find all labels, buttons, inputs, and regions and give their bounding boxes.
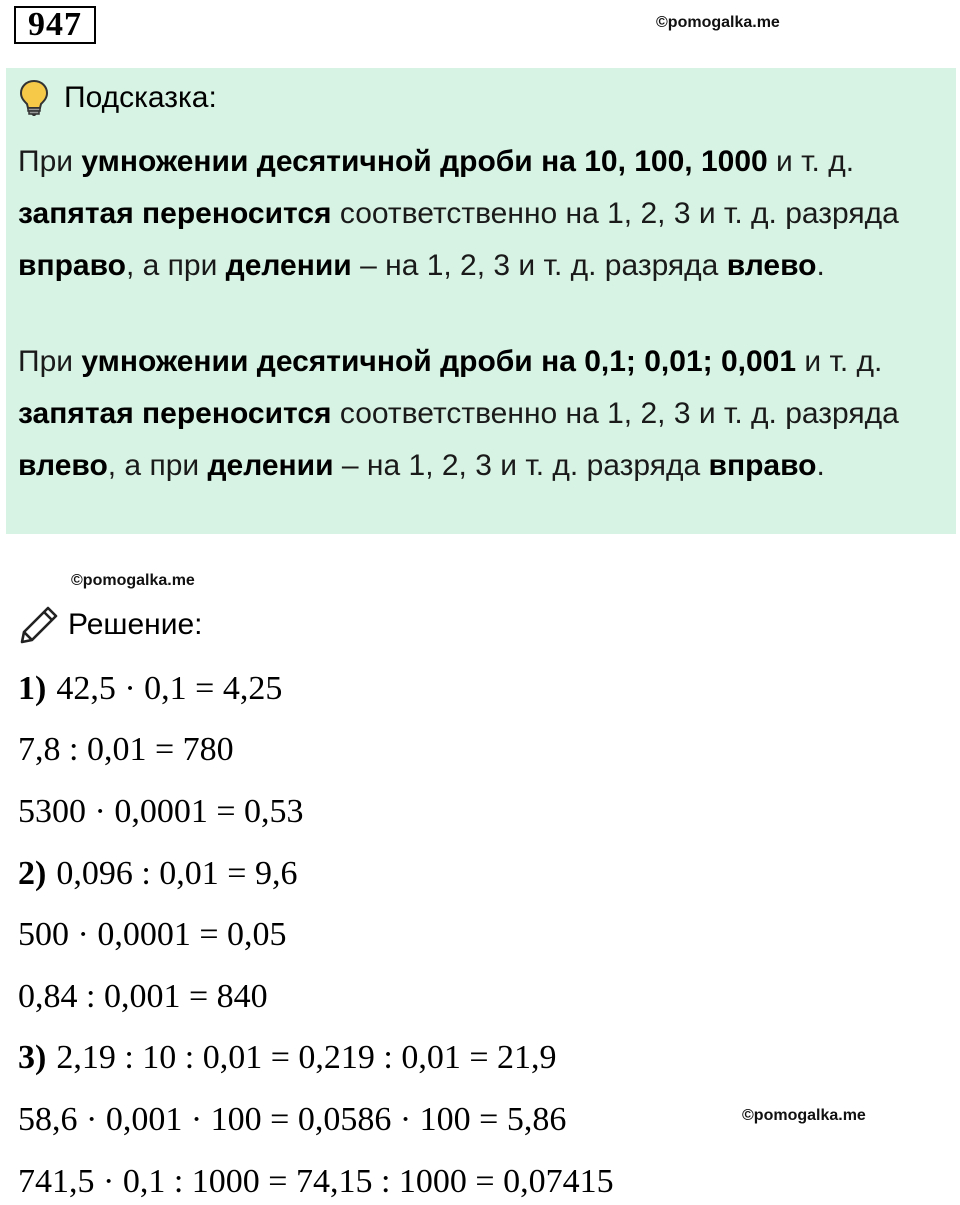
hint-title <box>18 76 217 120</box>
solution-title <box>18 600 202 650</box>
hint-paragraph: При умножении десятичной дроби на 0,1; 0,01; 0,001 и т. д. запятая переносится соответственно на 1, 2, 3 и т. д. разряда влево, а при делении – на 1, 2, 3 и т. д. разряда вправо. <box>18 345 899 482</box>
task-number: 947 <box>14 6 96 44</box>
equation-line: 0,84 : 0,001 = 840 <box>18 978 268 1015</box>
lightbulb-icon <box>18 79 50 117</box>
watermark: ©pomogalka.me <box>71 572 195 589</box>
equation-line: 741,5 · 0,1 : 1000 = 74,15 : 1000 = 0,07415 <box>18 1163 614 1200</box>
equation-line: 500 · 0,0001 = 0,05 <box>18 916 287 953</box>
pencil-icon <box>18 604 60 646</box>
hint-paragraph: При умножении десятичной дроби на 10, 100, 1000 и т. д. запятая переносится соответственно на 1, 2, 3 и т. д. разряда вправо, а при делении – на 1, 2, 3 и т. д. разряда влево. <box>18 145 899 282</box>
watermark: ©pomogalka.me <box>656 14 780 31</box>
hint-title-label: Подсказка: <box>64 81 217 114</box>
watermark: ©pomogalka.me <box>742 1107 866 1124</box>
equation-line: 3) 2,19 : 10 : 0,01 = 0,219 : 0,01 = 21,9 <box>18 1039 557 1076</box>
equation-line: 2) 0,096 : 0,01 = 9,6 <box>18 855 298 892</box>
equation-line: 1) 42,5 · 0,1 = 4,25 <box>18 670 283 707</box>
solution-title-label: Решение: <box>68 608 203 641</box>
equation-line: 5300 · 0,0001 = 0,53 <box>18 793 304 830</box>
equation-line: 7,8 : 0,01 = 780 <box>18 731 234 768</box>
equation-line: 58,6 · 0,001 · 100 = 0,0586 · 100 = 5,86 <box>18 1101 567 1138</box>
